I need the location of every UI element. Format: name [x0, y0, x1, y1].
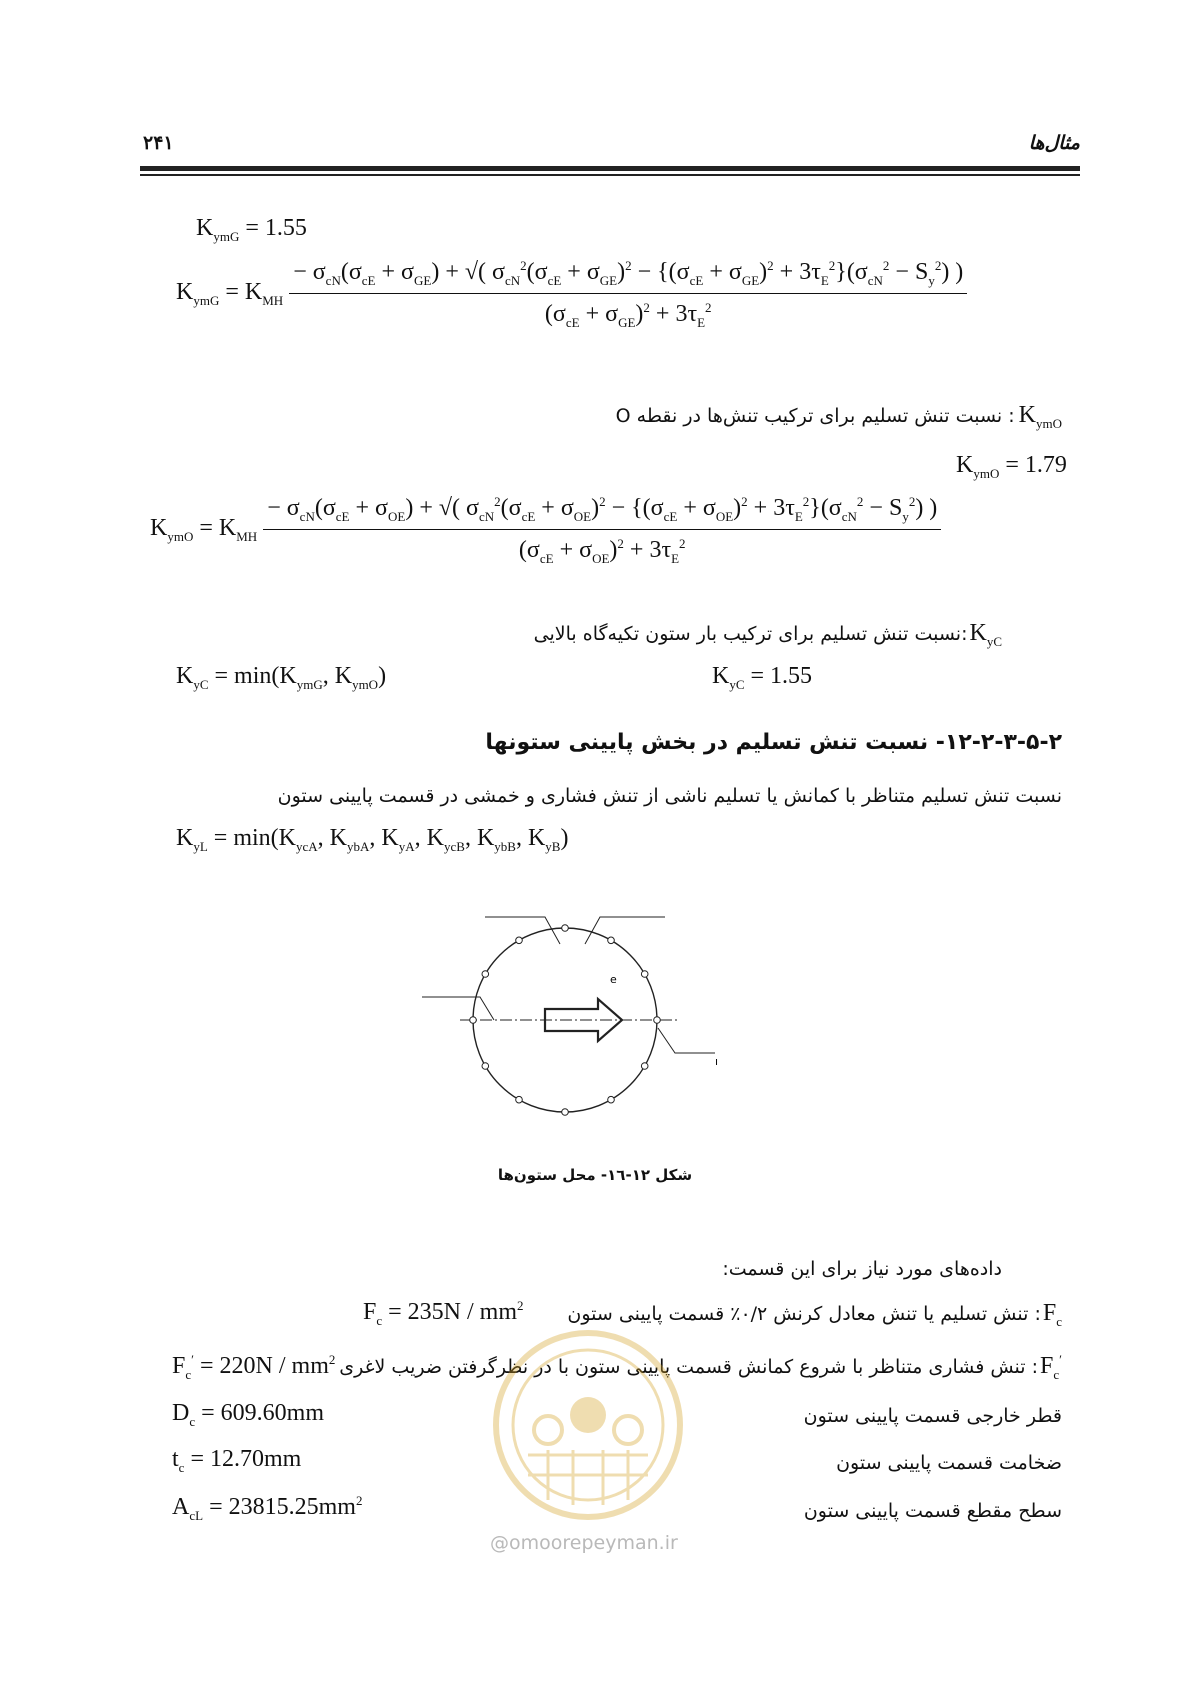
- watermark-url: @omoorepeyman.ir: [490, 1532, 678, 1554]
- column-point: [562, 925, 569, 932]
- column-point: [562, 1109, 569, 1116]
- data-row-fc-prime-desc: : تنش فشاری متناظر با شروع کمانش قسمت پایینی ستون با در نظرگرفتن ضریب لاغری $F_c'$: [339, 1352, 1062, 1382]
- column-point: [608, 937, 615, 944]
- column-point: [482, 971, 489, 978]
- equation-kymo-formula: $K_{ymO} = K_{MH}$ − $\sigma_{cN}(\sigma_{cE} + \sigma_{OE})$ + √( $\sigma_{cN}^2(\sigma_{cE} + \sigma_{OE})^2 - \{(\sigma_{cE} + \sigma_{OE})^2 + 3\tau_E^2\}(\sigma_{cN}^2 - S_y^2)$ ) $(\sigma_{cE} + \sigma_{OE})^2 + 3\tau_E^2$: [150, 494, 941, 567]
- fraction-kymg: − $\sigma_{cN}(\sigma_{cE} + \sigma_{GE})$ + √( $\sigma_{cN}^2(\sigma_{cE} + \sigma_{GE})^2 - \{(\sigma_{cE} + \sigma_{GE})^2 + 3\tau_E^2\}(\sigma_{cN}^2 - S_y^2)$ ) $(\sigma_{cE} + \sigma_{GE})^2 + 3\tau_E^2$: [289, 258, 967, 331]
- data-row-dc-value: $D_c = 609.60mm$: [172, 1400, 324, 1429]
- column-point: [516, 937, 523, 944]
- column-point: [516, 1096, 523, 1103]
- kyl-arg-ybB: ybB: [494, 838, 516, 854]
- running-header-title: مثال‌ها: [1028, 132, 1080, 154]
- column-point: [470, 1017, 477, 1024]
- kyl-arg-ycA: ycA: [296, 838, 318, 854]
- equation-kyc-value: $K_{yC} = 1.55$: [712, 663, 813, 692]
- column-point: [482, 1063, 489, 1070]
- equation-kymg-value: $K_{ymG} = 1.55$: [196, 215, 307, 244]
- data-row-fc-prime-value: $F_c' = 220N / mm^2$: [172, 1352, 336, 1382]
- kyl-arg-yB: yB: [545, 838, 561, 854]
- section-heading: ۱۲-۲-۳-۵-۲- نسبت تنش تسلیم در بخش پایینی ستونها: [485, 730, 1062, 755]
- column-point: [641, 1063, 648, 1070]
- column-point: [641, 971, 648, 978]
- column-point: [608, 1096, 615, 1103]
- column-point: [654, 1017, 661, 1024]
- data-row-fc-desc: : تنش تسلیم یا تنش معادل کرنش ۰/۲٪ قسمت پایینی ستون $F_c$: [567, 1300, 1062, 1329]
- data-row-tc-value: $t_c = 12.70mm$: [172, 1446, 302, 1475]
- data-row-acl-value: $A_{cL} = 23815.25mm^2$: [172, 1493, 363, 1523]
- publisher-watermark-logo: [488, 1325, 688, 1525]
- definition-kymo: : نسبت تنش تسلیم برای ترکیب تنش‌ها در نقطه O $K_{ymO}$: [615, 402, 1062, 431]
- data-intro: داده‌های مورد نیاز برای این قسمت:: [722, 1258, 1002, 1280]
- equation-kymo-value: $K_{ymO} = 1.79$: [956, 452, 1067, 481]
- equation-kyl-min: $K_{yL} = \min(K_{ycA}$, $K_{ybA}$, $K_{yA}$, $K_{ycB}$, $K_{ybB}$, $K_{yB}$): [176, 825, 569, 854]
- kyl-arguments: $_{ycA}$, $K_{ybA}$, $K_{yA}$, $K_{ycB}$, $K_{ybB}$, $K_{yB}$: [296, 825, 561, 854]
- figure-label-right: ı: [715, 1055, 719, 1068]
- column-location-figure: [410, 905, 720, 1135]
- leader-line-left: [422, 997, 494, 1020]
- header-rule-thin: [140, 174, 1080, 176]
- figure-caption: شکل ۱۲-۱٦- محل ستون‌ها: [497, 1166, 693, 1184]
- equation-kymg-formula: $K_{ymG} = K_{MH}$ − $\sigma_{cN}(\sigma_{cE} + \sigma_{GE})$ + √( $\sigma_{cN}^2(\sigma_{cE} + \sigma_{GE})^2 - \{(\sigma_{cE} + \sigma_{GE})^2 + 3\tau_E^2\}(\sigma_{cN}^2 - S_y^2)$ ) $(\sigma_{cE} + \sigma_{GE})^2 + 3\tau_E^2$: [176, 258, 967, 331]
- fraction-kymo: − $\sigma_{cN}(\sigma_{cE} + \sigma_{OE})$ + √( $\sigma_{cN}^2(\sigma_{cE} + \sigma_{OE})^2 - \{(\sigma_{cE} + \sigma_{OE})^2 + 3\tau_E^2\}(\sigma_{cN}^2 - S_y^2)$ ) $(\sigma_{cE} + \sigma_{OE})^2 + 3\tau_E^2$: [263, 494, 941, 567]
- kyl-arg-ybA: ybA: [347, 838, 370, 854]
- kyl-arg-yA: yA: [398, 838, 415, 854]
- data-row-tc-desc: ضخامت قسمت پایینی ستون: [836, 1452, 1062, 1474]
- at-icon: @: [490, 1532, 509, 1554]
- data-row-dc-desc: قطر خارجی قسمت پایینی ستون: [803, 1405, 1062, 1427]
- figure-label-top: e: [610, 973, 617, 986]
- page-number: ۲۴۱: [143, 132, 174, 154]
- leader-line-top-right: [585, 917, 665, 944]
- section-paragraph: نسبت تنش تسلیم متناظر با کمانش یا تسلیم ناشی از تنش فشاری و خمشی در قسمت پایینی ستون: [277, 785, 1062, 807]
- definition-kyc: :نسبت تنش تسلیم برای ترکیب بار ستون تکیه‌گاه بالایی $K_{yC}$: [533, 620, 1002, 649]
- leader-line-right: [658, 1028, 715, 1053]
- data-row-fc-value: $F_c = 235N / mm^2$: [363, 1298, 524, 1328]
- data-row-acl-desc: سطح مقطع قسمت پایینی ستون: [803, 1500, 1062, 1522]
- kyl-arg-ycB: ycB: [443, 838, 465, 854]
- equation-kyc-min: $K_{yC} = \min(K_{ymG}$, $K_{ymO}$): [176, 663, 387, 692]
- header-rule-thick: [140, 166, 1080, 171]
